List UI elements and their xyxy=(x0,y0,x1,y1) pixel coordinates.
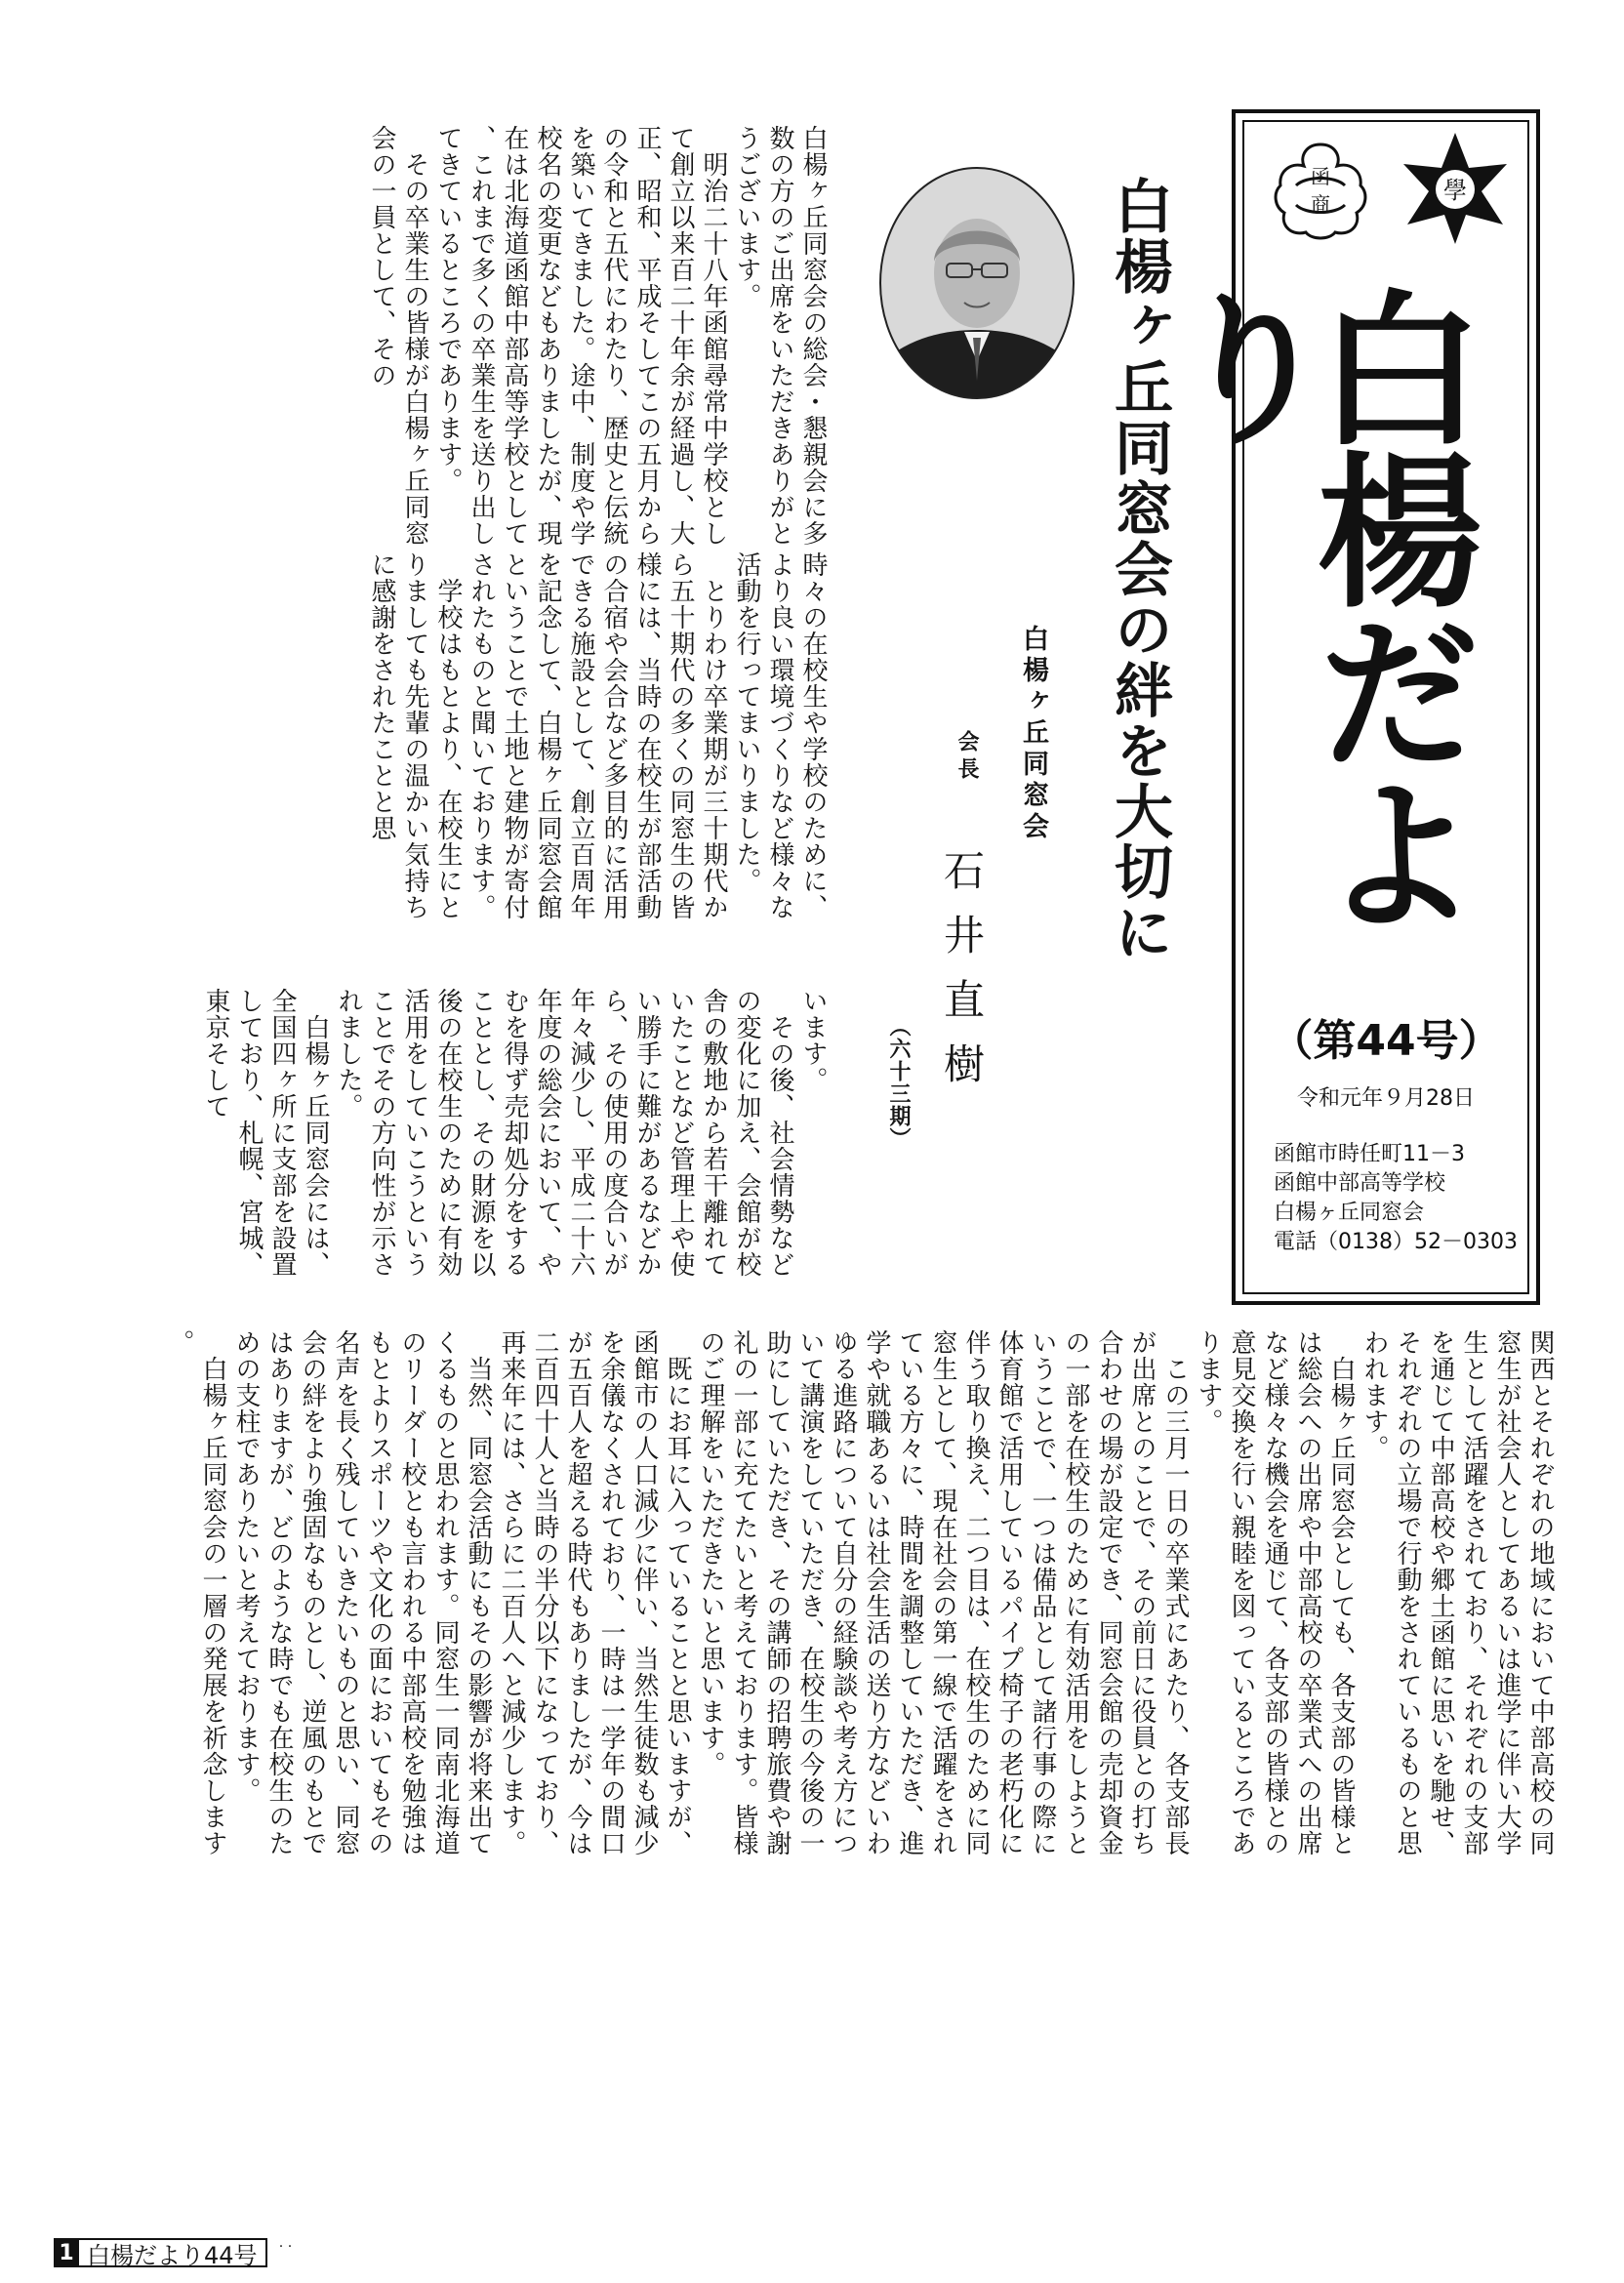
address-line-1: 函館市時任町11－3 xyxy=(1274,1142,1465,1166)
issue-date: 令和元年９月28日 xyxy=(1297,1086,1475,1111)
issue-number: （第44号） xyxy=(1270,1016,1502,1066)
page-number: 1 xyxy=(54,2238,79,2267)
star-emblem-icon xyxy=(1396,129,1515,248)
publisher-address xyxy=(1274,1140,1537,1257)
article-body-lower: 関西とそれぞれの地域において中部高校の同窓生が社会人としてあるいは進学に伴い大学生として活躍をされており、それぞれの支部を通じて中部高校や郷土函館に思いを馳せ、それぞれの立場で行動をされているものと思われます。 白楊ヶ丘同窓会としても、各支部の皆様とは総会への出席や中部高校の卒業式への出席など様々な機会を通じて、各支部の皆様との意見交換を行い親睦を図っているところであります。 この三月一日の卒業式にあたり、各支部長が出席とのことで、その前日に役員との打ち合わせの場が設定でき、同窓会館の売却資金の一部を在校生のために有効活用をしようということで、一つは備品として諸行事の際に体育館で活用しているパイプ椅子の老朽化に伴う取り換え、二つ目は、在校生のために同窓生として、現在社会の第一線で活躍をされている方々に、時間を調整していただき、進学や就職あるいは社会生活の送り方などいわゆる進路について自分の経験談や考え方について講演をしていただき、在校生の今後の一助にしていただき、その講師の招聘旅費や謝礼の一部に充てたいと考えております。皆様のご理解をいただきたいと思います。 既にお耳に入っていることと思いますが、函館市の人口減少に伴い、当然生徒数も減少を余儀なくされており、一時は一学年の間口が五百人を超える時代もありましたが、今は二百四十人と当時の半分以下になっており、再来年には、さらに二百人へと減少します。 当然、同窓会活動にもその影響が将来出てくるものと思われます。同窓生一同南北海道のリーダー校とも言われる中部高校を勉強はもとよりスポーツや文化の面においてもその名声を長く残していきたいものと思い、同窓会の絆をより強固なものとし、逆風のもとではありますが、どのような時でも在校生のための支柱でありたいと考えております。 白楊ヶ丘同窓会の一層の発展を祈念します。 xyxy=(165,1329,1555,1856)
author-name: 石井直樹 xyxy=(938,849,986,1107)
address-line-4: 電話（0138）52－0303 xyxy=(1274,1230,1518,1254)
article-body-upper-right: います。 その後、社会情勢などの変化に加え、会館が校舎の敷地から若干離れていたことなど管理上や使い勝手に難があるなどから、その使用の度合いが年々減少し、平成二十六年度の総会において、やむを得ず売却処分をすることとし、その財源を以後の在校生のために有効活用をしていこうということでその方向性が示されました。 白楊ヶ丘同窓会には、全国四ヶ所に支部を設置しており、札幌、宮城、東京そして xyxy=(201,988,828,1278)
school-emblem-icon xyxy=(1267,137,1374,244)
address-line-2: 函館中部高等学校 xyxy=(1274,1171,1446,1196)
page-footer xyxy=(54,2238,295,2267)
svg-text:商: 商 xyxy=(1311,192,1330,216)
newsletter-title: 白楊だより xyxy=(1142,283,1483,931)
article-headline: 白楊ヶ丘同窓会の絆を大切に xyxy=(1105,176,1173,962)
article-body-upper-middle: 時々の在校生や学校のために、より良い環境づくりなど様々な活動を行ってまいりました。 とりわけ卒業期が三十期代から五十期代の多くの同窓生の皆様には、当時の在校生が部活動の合宿や会合など多目的に活用できる施設として、創立百周年を記念して、白楊ヶ丘同窓会館ということで土地と建物が寄付されたものと聞いております。 学校はもとより、在校生にとりましても先輩の温かい気持ちに感謝をされたことと思 xyxy=(367,551,828,920)
footer-title: 白楊だより44号 xyxy=(79,2238,267,2267)
author-role: 会長 xyxy=(954,730,979,785)
address-line-3: 白楊ヶ丘同窓会 xyxy=(1274,1201,1425,1225)
author-portrait xyxy=(878,166,1076,400)
author-organization: 白楊ヶ丘同窓会 xyxy=(1018,625,1048,843)
author-term: （六十三期） xyxy=(886,1015,911,1150)
svg-text:學: 學 xyxy=(1443,177,1467,204)
svg-text:函: 函 xyxy=(1311,165,1330,188)
footer-marks: ˙˙ xyxy=(276,2242,295,2263)
article-body-upper-left: 白楊ヶ丘同窓会の総会・懇親会に多数の方のご出席をいただきありがとうございます。 明治二十八年函館尋常中学校として創立以来百二十年余が経過し、大正、昭和、平成そしてこの五月からの令和と五代にわたり、歴史と伝統を築いてきました。途中、制度や学校名の変更などもありましたが、現在は北海道函館中部高等学校として、これまで多くの卒業生を送り出してきているところであります。 その卒業生の皆様が白楊ヶ丘同窓会の一員として、その xyxy=(367,125,828,547)
